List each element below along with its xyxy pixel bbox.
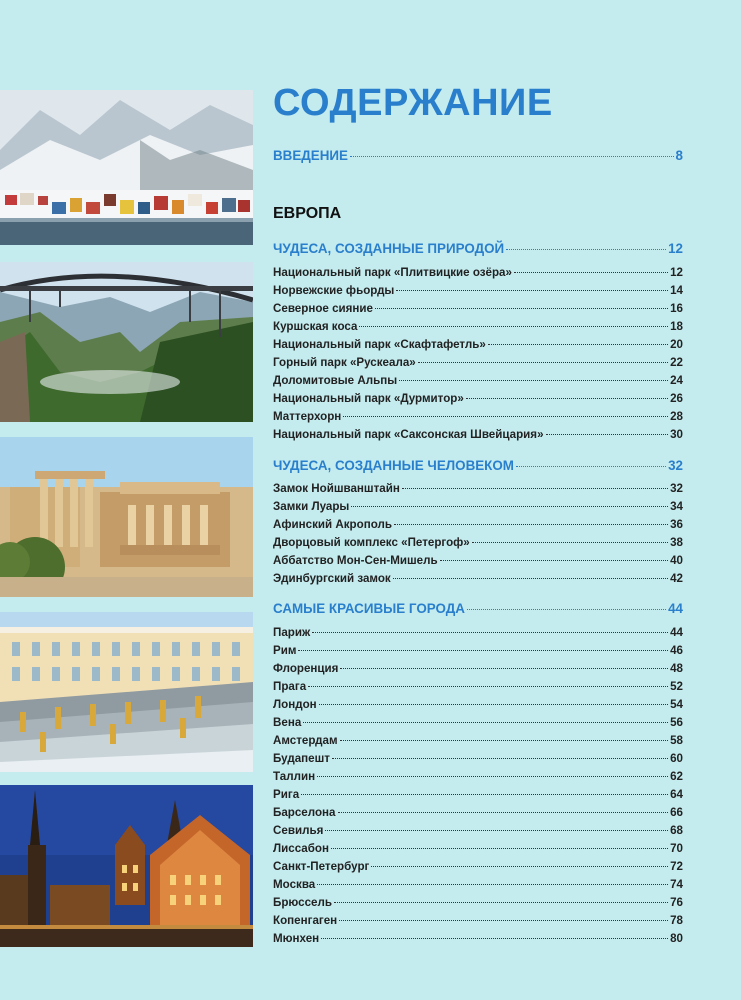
- toc-entry[interactable]: [273, 518, 683, 531]
- leader-dots: [332, 758, 668, 759]
- photo-bridge-canyon: [0, 262, 253, 422]
- photo-riga-night: [0, 785, 253, 947]
- toc-entry[interactable]: [273, 932, 683, 945]
- toc-entry[interactable]: [273, 626, 683, 639]
- leader-dots: [394, 524, 668, 525]
- leader-dots: [402, 488, 668, 489]
- toc-section-nature[interactable]: [273, 241, 683, 256]
- toc-entry-label: Куршская коса: [273, 320, 358, 333]
- toc-entry-label: Афинский Акрополь: [273, 518, 392, 531]
- leader-dots: [472, 542, 668, 543]
- toc-entry[interactable]: [273, 878, 683, 891]
- toc-entry-label: Дворцовый комплекс «Петергоф»: [273, 536, 470, 549]
- toc-intro-entry[interactable]: [273, 148, 683, 163]
- leader-dots: [298, 650, 668, 651]
- toc-section-page: 32: [668, 458, 683, 473]
- toc-section-label: ЧУДЕСА, СОЗДАННЫЕ ПРИРОДОЙ: [273, 241, 505, 256]
- toc-section-label: САМЫЕ КРАСИВЫЕ ГОРОДА: [273, 601, 465, 616]
- toc-entry-label: Лиссабон: [273, 842, 329, 855]
- toc-entry-label: Маттерхорн: [273, 410, 342, 423]
- leader-dots: [467, 609, 666, 610]
- toc-entry[interactable]: [273, 302, 683, 315]
- toc-entry[interactable]: [273, 698, 683, 711]
- toc-entry-label: Норвежские фьорды: [273, 284, 395, 297]
- toc-entry-label: Аббатство Мон-Сен-Мишель: [273, 554, 438, 567]
- toc-entry-page: 26: [670, 392, 683, 405]
- leader-dots: [312, 632, 668, 633]
- toc-entry-label: Санкт-Петербург: [273, 860, 370, 873]
- toc-entry-label: Прага: [273, 680, 307, 693]
- toc-entry-page: 20: [670, 338, 683, 351]
- toc-entry-page: 36: [670, 518, 683, 531]
- toc-entry-page: 24: [670, 374, 683, 387]
- toc-entry[interactable]: [273, 806, 683, 819]
- toc-entry-label: Доломитовые Альпы: [273, 374, 398, 387]
- leader-dots: [546, 434, 669, 435]
- toc-entry-label: Рим: [273, 644, 297, 657]
- toc-entry-label: Копенгаген: [273, 914, 338, 927]
- toc-entry[interactable]: [273, 536, 683, 549]
- toc-entry-label: ВВЕДЕНИЕ: [273, 148, 348, 163]
- leader-dots: [488, 344, 668, 345]
- toc-entry-label: Рига: [273, 788, 300, 801]
- toc-entry-label: Амстердам: [273, 734, 338, 747]
- toc-entry-page: 22: [670, 356, 683, 369]
- toc-entry[interactable]: [273, 734, 683, 747]
- leader-dots: [343, 416, 668, 417]
- leader-dots: [340, 740, 669, 741]
- leader-dots: [351, 506, 668, 507]
- toc-entry[interactable]: [273, 284, 683, 297]
- toc-entry-label: Париж: [273, 626, 311, 639]
- toc-entry[interactable]: [273, 788, 683, 801]
- toc-entry[interactable]: [273, 338, 683, 351]
- toc-entry[interactable]: [273, 482, 683, 495]
- toc-entry[interactable]: [273, 356, 683, 369]
- toc-entry-page: 48: [670, 662, 683, 675]
- toc-entry[interactable]: [273, 266, 683, 279]
- toc-entry[interactable]: [273, 680, 683, 693]
- leader-dots: [339, 920, 668, 921]
- toc-entry-page: 68: [670, 824, 683, 837]
- leader-dots: [514, 272, 668, 273]
- toc-entry-label: Севилья: [273, 824, 324, 837]
- toc-entry-page: 76: [670, 896, 683, 909]
- toc-entry-page: 34: [670, 500, 683, 513]
- toc-entry[interactable]: [273, 428, 683, 441]
- toc-entry-label: Барселона: [273, 806, 336, 819]
- toc-entry-label: Горный парк «Рускеала»: [273, 356, 416, 369]
- leader-dots: [506, 249, 666, 250]
- toc-entry-label: Мюнхен: [273, 932, 320, 945]
- toc-entry[interactable]: [273, 842, 683, 855]
- toc-section-page: 44: [668, 601, 683, 616]
- toc-entry-page: 38: [670, 536, 683, 549]
- toc-entry-label: Национальный парк «Саксонская Швейцария»: [273, 428, 544, 441]
- toc-entry[interactable]: [273, 860, 683, 873]
- toc-entry[interactable]: [273, 572, 683, 585]
- leader-dots: [440, 560, 669, 561]
- leader-dots: [393, 578, 668, 579]
- toc-entry[interactable]: [273, 320, 683, 333]
- toc-entry[interactable]: [273, 716, 683, 729]
- toc-entry-page: 60: [670, 752, 683, 765]
- toc-entry-page: 70: [670, 842, 683, 855]
- toc-entry-page: 28: [670, 410, 683, 423]
- photo-acropolis: [0, 437, 253, 597]
- toc-entry-page: 54: [670, 698, 683, 711]
- leader-dots: [317, 776, 668, 777]
- toc-entry-label: Эдинбургский замок: [273, 572, 391, 585]
- toc-entry-page: 80: [670, 932, 683, 945]
- toc-entry[interactable]: [273, 554, 683, 567]
- leader-dots: [375, 308, 668, 309]
- toc-entry[interactable]: [273, 374, 683, 387]
- leader-dots: [371, 866, 668, 867]
- toc-entry-label: Москва: [273, 878, 316, 891]
- toc-entry[interactable]: [273, 644, 683, 657]
- leader-dots: [359, 326, 668, 327]
- toc-entry-label: Будапешт: [273, 752, 330, 765]
- photo-peterhof: [0, 612, 253, 772]
- leader-dots: [399, 380, 668, 381]
- toc-entry[interactable]: [273, 662, 683, 675]
- leader-dots: [319, 704, 668, 705]
- toc-entry-label: Таллин: [273, 770, 316, 783]
- toc-entry-label: Вена: [273, 716, 302, 729]
- toc-entry[interactable]: [273, 392, 683, 405]
- toc-entry-label: Замки Луары: [273, 500, 350, 513]
- toc-entry[interactable]: [273, 896, 683, 909]
- toc-entry[interactable]: [273, 914, 683, 927]
- toc-entry-page: 8: [675, 148, 683, 163]
- toc-section-page: 12: [668, 241, 683, 256]
- leader-dots: [516, 466, 666, 467]
- toc-entry-label: Брюссель: [273, 896, 332, 909]
- leader-dots: [396, 290, 668, 291]
- toc-entry-label: Лондон: [273, 698, 317, 711]
- leader-dots: [317, 884, 668, 885]
- leader-dots: [340, 668, 668, 669]
- toc-entry-page: 30: [670, 428, 683, 441]
- photo-snowy-village: [0, 90, 253, 245]
- leader-dots: [301, 794, 668, 795]
- toc-entry[interactable]: [273, 824, 683, 837]
- toc-section-label: ЧУДЕСА, СОЗДАННЫЕ ЧЕЛОВЕКОМ: [273, 458, 514, 473]
- leader-dots: [466, 398, 668, 399]
- leader-dots: [325, 830, 668, 831]
- leader-dots: [303, 722, 668, 723]
- toc-entry-page: 42: [670, 572, 683, 585]
- leader-dots: [350, 156, 674, 157]
- toc-entry-label: Национальный парк «Скафтафетль»: [273, 338, 486, 351]
- toc-entry-label: Национальный парк «Плитвицкие озёра»: [273, 266, 512, 279]
- toc-entry-label: Национальный парк «Дурмитор»: [273, 392, 464, 405]
- toc-entry-page: 72: [670, 860, 683, 873]
- leader-dots: [321, 938, 668, 939]
- toc-entry-page: 16: [670, 302, 683, 315]
- toc-entry[interactable]: [273, 410, 683, 423]
- toc-entry-page: 12: [670, 266, 683, 279]
- toc-section-cities[interactable]: [273, 601, 683, 616]
- toc-entry[interactable]: [273, 500, 683, 513]
- leader-dots: [334, 902, 668, 903]
- toc-entry-page: 40: [670, 554, 683, 567]
- region-heading: ЕВРОПА: [273, 205, 342, 222]
- toc-entry-page: 66: [670, 806, 683, 819]
- toc-entry-page: 64: [670, 788, 683, 801]
- toc-entry-page: 44: [670, 626, 683, 639]
- page-title: СОДЕРЖАНИЕ: [273, 82, 553, 124]
- toc-entry-page: 58: [670, 734, 683, 747]
- toc-entry-page: 74: [670, 878, 683, 891]
- toc-entry-page: 62: [670, 770, 683, 783]
- toc-section-human[interactable]: [273, 458, 683, 473]
- leader-dots: [338, 812, 669, 813]
- toc-entry-label: Северное сияние: [273, 302, 373, 315]
- toc-entry-label: Замок Нойшванштайн: [273, 482, 400, 495]
- toc-entry[interactable]: [273, 770, 683, 783]
- toc-entry-page: 18: [670, 320, 683, 333]
- toc-entry-page: 52: [670, 680, 683, 693]
- toc-entry-page: 32: [670, 482, 683, 495]
- toc-entry[interactable]: [273, 752, 683, 765]
- toc-entry-page: 56: [670, 716, 683, 729]
- leader-dots: [418, 362, 668, 363]
- toc-entry-page: 46: [670, 644, 683, 657]
- toc-entry-label: Флоренция: [273, 662, 339, 675]
- leader-dots: [308, 686, 668, 687]
- toc-entry-page: 78: [670, 914, 683, 927]
- toc-entry-page: 14: [670, 284, 683, 297]
- leader-dots: [331, 848, 668, 849]
